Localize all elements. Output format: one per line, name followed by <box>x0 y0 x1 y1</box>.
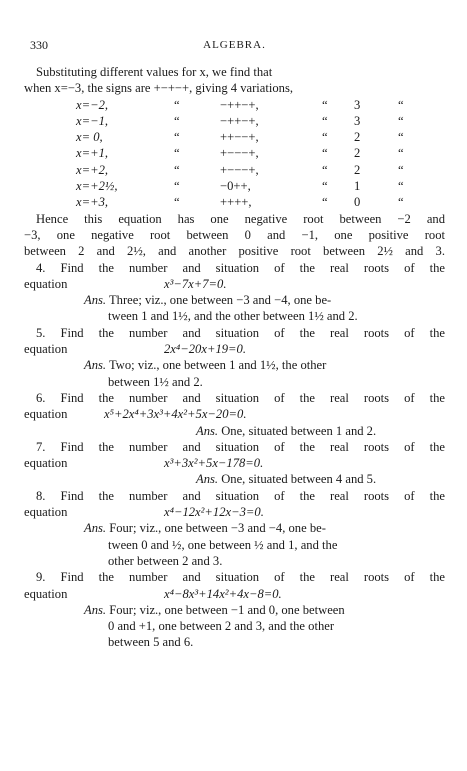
sign-table-q3: “ <box>398 113 404 128</box>
equation: 2x⁴−20x+19=0. <box>164 342 246 357</box>
equation: x³+3x²+5x−178=0. <box>164 456 264 471</box>
answer-text: between 5 and 6. <box>108 635 194 650</box>
equation-label: equation <box>24 586 68 601</box>
problem-statement: 9. Find the number and situation of the real roots of the <box>36 570 445 585</box>
problem-equation-line <box>24 586 445 602</box>
answer-label: Ans. <box>84 602 107 617</box>
sign-table-n: 1 <box>354 179 361 194</box>
answer-text: Two; viz., one between 1 and 1½, the other <box>108 358 327 373</box>
problem-statement: 5. Find the number and situation of the real roots of the <box>36 325 445 340</box>
sign-table-x: x=+2½, <box>76 179 118 194</box>
sign-table-x: x=+3, <box>76 195 109 210</box>
sign-table-row <box>24 178 445 194</box>
sign-table-row <box>24 145 445 161</box>
answer-label: Ans. <box>196 423 219 438</box>
sign-table-signs: −++−+, <box>220 113 259 128</box>
answer-text: other between 2 and 3. <box>108 553 223 568</box>
conclusion-line: −3, one negative root between 0 and −1, one positive root <box>24 227 445 242</box>
sign-table-q1: “ <box>174 179 180 194</box>
answer-line <box>24 618 445 634</box>
problem-equation-line <box>24 341 445 357</box>
sign-table-q1: “ <box>174 146 180 161</box>
answer-line <box>24 423 445 439</box>
sign-table-x: x=+2, <box>76 162 109 177</box>
sign-table-q2: “ <box>322 162 328 177</box>
sign-table-q1: “ <box>174 195 180 210</box>
equation-label: equation <box>24 456 68 471</box>
sign-table-n: 2 <box>354 130 361 145</box>
sign-table-q3: “ <box>398 146 404 161</box>
sign-table-q2: “ <box>322 146 328 161</box>
answer-line <box>24 537 445 553</box>
sign-table-n: 0 <box>354 195 361 210</box>
sign-table-q2: “ <box>322 113 328 128</box>
problem-equation-line <box>24 406 445 422</box>
answer-line <box>24 634 445 650</box>
answer-text: between 1½ and 2. <box>108 374 203 389</box>
sign-table-row <box>24 162 445 178</box>
answer-line <box>24 374 445 390</box>
answer-line <box>24 553 445 569</box>
equation: x⁵+2x⁴+3x³+4x²+5x−20=0. <box>104 407 247 422</box>
sign-table-q1: “ <box>174 113 180 128</box>
sign-table-q2: “ <box>322 97 328 112</box>
sign-table-x: x=+1, <box>76 146 109 161</box>
answer-line <box>24 357 445 373</box>
sign-table-q3: “ <box>398 195 404 210</box>
answer-text: Four; viz., one between −1 and 0, one between <box>109 602 345 617</box>
sign-table-signs: −0++, <box>220 179 251 194</box>
sign-table-signs: +−−−+, <box>220 162 259 177</box>
page-number: 330 <box>30 38 48 52</box>
conclusion-line: Hence this equation has one negative root between −2 and <box>36 211 445 226</box>
answer-text: One, situated between 4 and 5. <box>221 472 377 487</box>
sign-table-q1: “ <box>174 130 180 145</box>
answer-label: Ans. <box>84 293 107 308</box>
answer-line <box>24 602 445 618</box>
sign-table-row <box>24 194 445 210</box>
problem-equation-line <box>24 455 445 471</box>
page-body <box>24 64 445 651</box>
equation: x⁴−8x³+14x²+4x−8=0. <box>164 586 282 601</box>
conclusion-line: between 2 and 2½, and another positive root between 2½ and 3. <box>24 244 445 259</box>
answer-text: Three; viz., one between −3 and −4, one be- <box>108 293 332 308</box>
answer-label: Ans. <box>84 358 107 373</box>
answer-line <box>24 471 445 487</box>
problems-list <box>24 260 445 651</box>
answer-text: tween 0 and ½, one between ½ and 1, and the <box>108 537 338 552</box>
equation-label: equation <box>24 342 68 357</box>
problem-equation-line <box>24 504 445 520</box>
sign-table-n: 2 <box>354 146 361 161</box>
answer-line <box>24 520 445 536</box>
answer-text: Four; viz., one between −3 and −4, one be- <box>109 521 326 536</box>
sign-table-n: 2 <box>354 162 361 177</box>
sign-table-row <box>24 129 445 145</box>
sign-table-q1: “ <box>174 97 180 112</box>
answer-text: 0 and +1, one between 2 and 3, and the other <box>108 619 335 634</box>
sign-table-x: x=−1, <box>76 113 109 128</box>
sign-table-signs: ++−−+, <box>220 130 259 145</box>
sign-table-q2: “ <box>322 130 328 145</box>
equation-label: equation <box>24 276 68 291</box>
answer-line <box>24 292 445 308</box>
sign-table-n: 3 <box>354 113 361 128</box>
sign-table-row <box>24 113 445 129</box>
equation: x⁴−12x²+12x−3=0. <box>164 505 264 520</box>
problem-equation-line <box>24 276 445 292</box>
answer-text: One, situated between 1 and 2. <box>221 423 377 438</box>
sign-table-q3: “ <box>398 130 404 145</box>
sign-table-signs: −++−+, <box>220 97 259 112</box>
sign-table-q3: “ <box>398 179 404 194</box>
problem-statement: 4. Find the number and situation of the real roots of the <box>36 260 445 275</box>
equation: x³−7x+7=0. <box>164 276 227 291</box>
sign-table-q3: “ <box>398 162 404 177</box>
sign-table-row <box>24 97 445 113</box>
sign-table-q2: “ <box>322 179 328 194</box>
sign-table-n: 3 <box>354 97 361 112</box>
answer-line <box>24 308 445 324</box>
problem-statement: 6. Find the number and situation of the real roots of the <box>36 390 445 405</box>
sign-table-x: x=−2, <box>76 97 109 112</box>
running-head: ALGEBRA. <box>203 39 266 51</box>
sign-table-q1: “ <box>174 162 180 177</box>
problem-statement: 7. Find the number and situation of the real roots of the <box>36 439 445 454</box>
problem-statement: 8. Find the number and situation of the real roots of the <box>36 488 445 503</box>
page-header <box>30 38 439 54</box>
sign-table-q2: “ <box>322 195 328 210</box>
answer-label: Ans. <box>84 521 107 536</box>
intro-line: when x=−3, the signs are +−+−+, giving 4 variations, <box>24 81 294 96</box>
equation-label: equation <box>24 407 68 422</box>
equation-label: equation <box>24 505 68 520</box>
sign-table-x: x= 0, <box>76 130 103 145</box>
sign-table-q3: “ <box>398 97 404 112</box>
sign-table-signs: +−−−+, <box>220 146 259 161</box>
answer-label: Ans. <box>196 472 219 487</box>
intro-line: Substituting different values for x, we find that <box>36 65 273 79</box>
answer-text: tween 1 and 1½, and the other between 1½ and 2. <box>108 309 358 324</box>
sign-table-signs: ++++, <box>220 195 252 210</box>
sign-table <box>24 97 445 211</box>
